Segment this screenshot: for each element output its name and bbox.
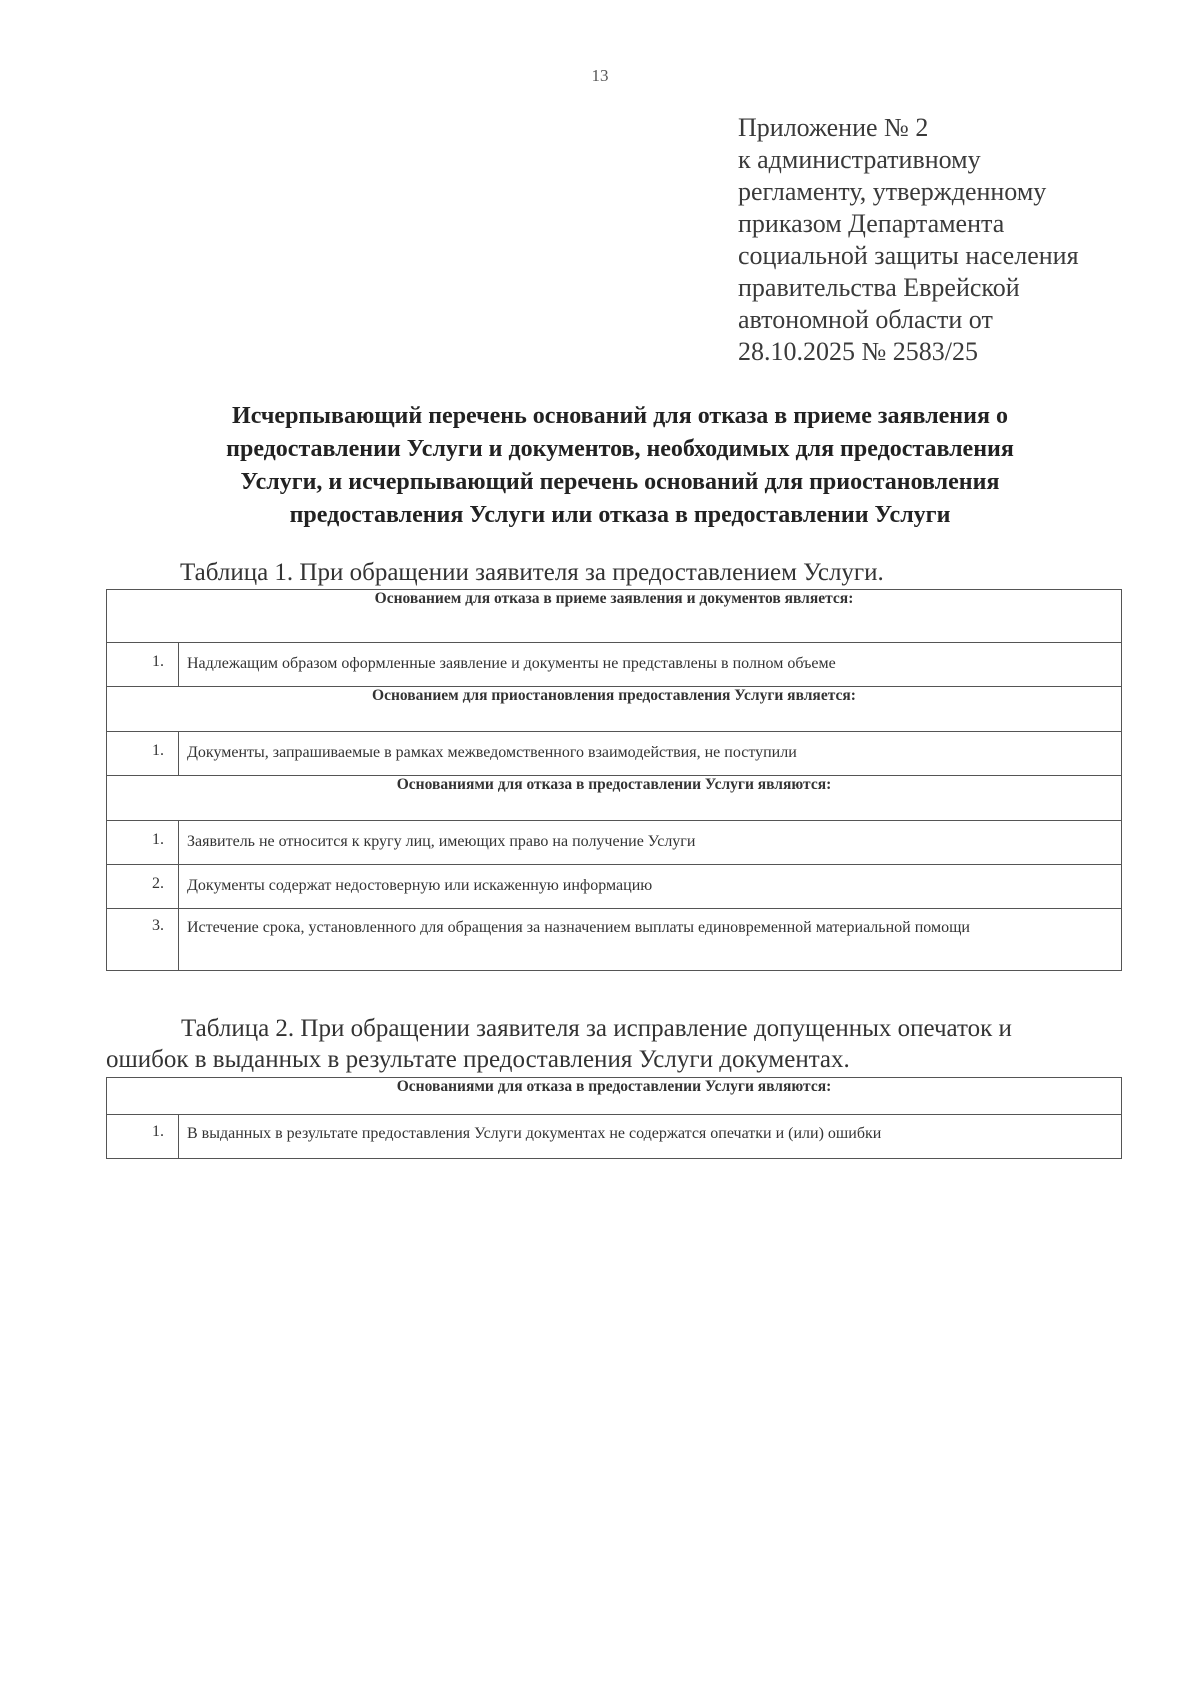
section-header: Основаниями для отказа в предоставлении Услуги являются: [107, 776, 1122, 821]
caption-line: Таблица 2. При обращении заявителя за исправление допущенных опечаток и [181, 1015, 1012, 1042]
item-text: Надлежащим образом оформленные заявление и документы не представлены в полном объеме [179, 643, 1122, 687]
appendix-line: Приложение № 2 [738, 113, 929, 142]
table-row [107, 1115, 1122, 1159]
table-row [107, 909, 1122, 971]
appendix-note [738, 112, 1168, 368]
item-number: 1. [107, 1115, 179, 1159]
table-section-header-row [107, 590, 1122, 643]
table1 [106, 589, 1122, 971]
document-title [120, 400, 1120, 532]
item-number: 1. [107, 643, 179, 687]
table-row [107, 732, 1122, 776]
table1-caption: Таблица 1. При обращении заявителя за предоставлением Услуги. [180, 559, 884, 586]
item-text: Документы, запрашиваемые в рамках межведомственного взаимодействия, не поступили [179, 732, 1122, 776]
table2-caption [106, 1013, 1166, 1075]
table2 [106, 1077, 1122, 1159]
appendix-line: правительства Еврейской [738, 273, 1020, 302]
item-text: Истечение срока, установленного для обращения за назначением выплаты единовременной материальной помощи [179, 909, 1122, 971]
table-row [107, 643, 1122, 687]
item-number: 1. [107, 732, 179, 776]
item-number: 1. [107, 821, 179, 865]
section-header: Основаниями для отказа в предоставлении Услуги являются: [107, 1078, 1122, 1115]
table-section-header-row [107, 687, 1122, 732]
section-header: Основанием для приостановления предоставления Услуги является: [107, 687, 1122, 732]
title-line: предоставления Услуги или отказа в предоставлении Услуги [289, 502, 951, 528]
appendix-line: к административному [738, 145, 981, 174]
item-text: В выданных в результате предоставления Услуги документах не содержатся опечатки и (или) ошибки [179, 1115, 1122, 1159]
appendix-line: регламенту, утвержденному [738, 177, 1047, 206]
page-number: 13 [591, 66, 609, 85]
table-section-header-row [107, 1078, 1122, 1115]
appendix-line: автономной области от [738, 305, 993, 334]
table-section-header-row [107, 776, 1122, 821]
item-text: Документы содержат недостоверную или искаженную информацию [179, 865, 1122, 909]
section-header: Основанием для отказа в приеме заявления и документов является: [107, 590, 1122, 643]
item-number: 3. [107, 909, 179, 971]
table-row [107, 865, 1122, 909]
title-line: Исчерпывающий перечень оснований для отказа в приеме заявления о [232, 403, 1008, 429]
item-text: Заявитель не относится к кругу лиц, имеющих право на получение Услуги [179, 821, 1122, 865]
item-number: 2. [107, 865, 179, 909]
appendix-line: приказом Департамента [738, 209, 1005, 238]
appendix-line: социальной защиты населения [738, 241, 1079, 270]
title-line: Услуги, и исчерпывающий перечень оснований для приостановления [240, 469, 1000, 495]
appendix-line: 28.10.2025 № 2583/25 [738, 337, 979, 366]
table-row [107, 821, 1122, 865]
title-line: предоставлении Услуги и документов, необходимых для предоставления [226, 436, 1014, 462]
caption-line: ошибок в выданных в результате предоставления Услуги документах. [106, 1046, 850, 1073]
